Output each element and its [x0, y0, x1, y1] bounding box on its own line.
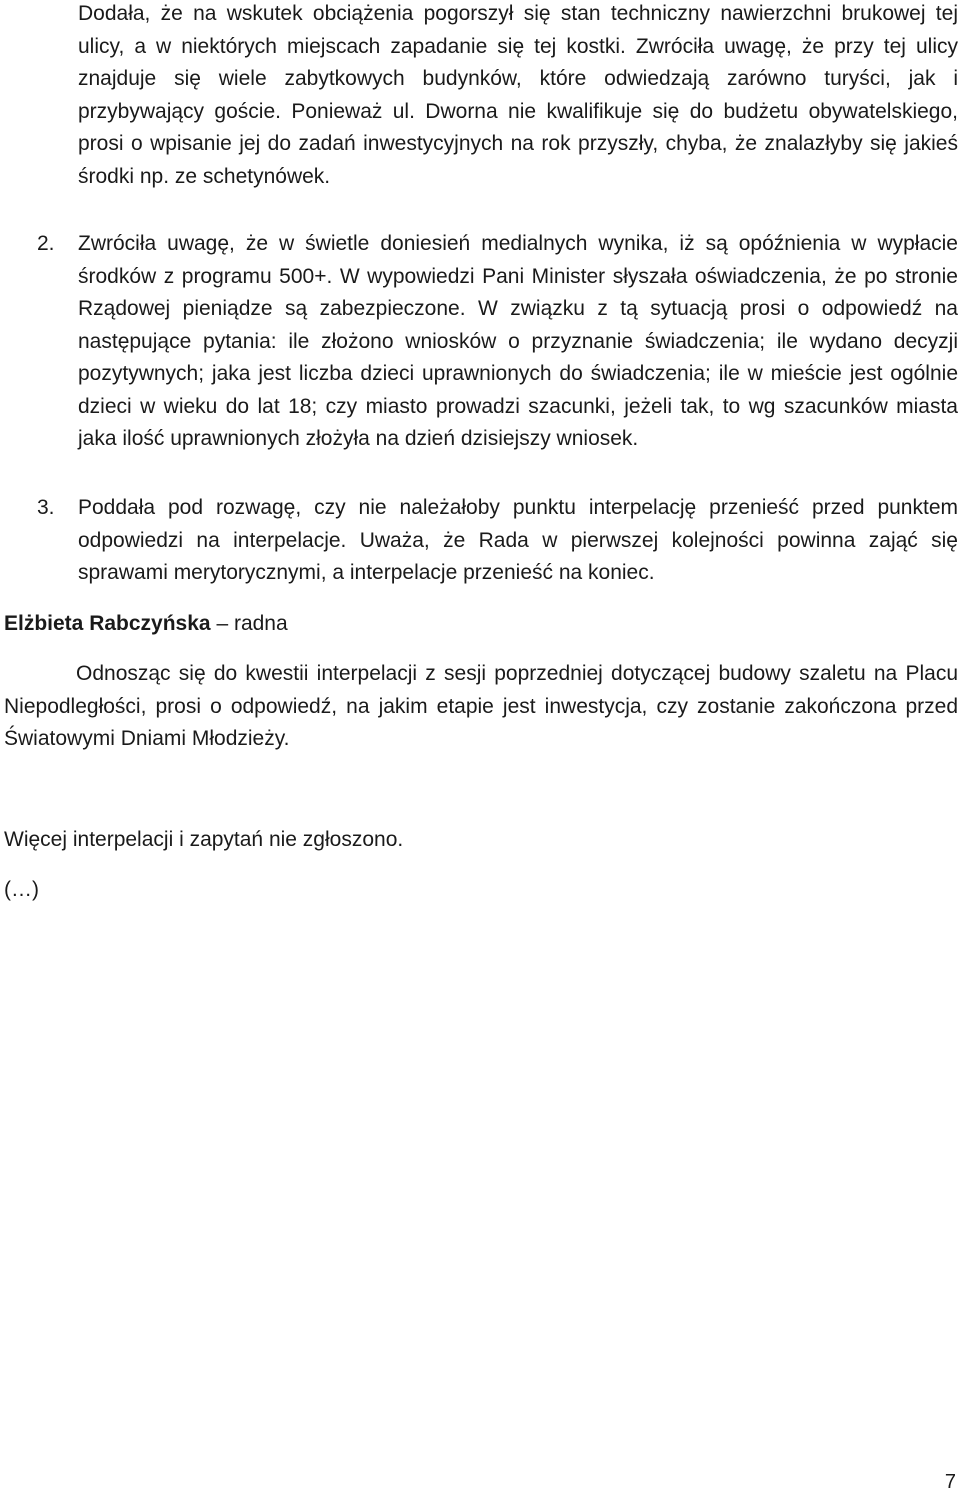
- closing-line: Więcej interpelacji i zapytań nie zgłoszono.: [4, 828, 404, 851]
- page-number: 7: [944, 1471, 956, 1493]
- list-item-number: 3.: [37, 496, 55, 519]
- speaker-heading: [4, 608, 288, 641]
- ellipsis: (…): [4, 878, 39, 901]
- speaker-role: – radna: [216, 612, 288, 635]
- list-item-number: 2.: [37, 232, 55, 255]
- speaker-name: Elżbieta Rabczyńska: [4, 612, 211, 635]
- item-1-continuation: Dodała, że na wskutek obciążenia pogorszył się stan techniczny nawierzchni brukowej tej ulicy, a w niektórych miejscach zapadanie się tej kostki. Zwróciła uwagę, że przy tej ulicy znajduje się wiele zabytkowych budynków, które odwiedzają zarówno turyści, jak i przybywający goście. Ponieważ ul. Dworna nie kwalifikuje się do budżetu obywatelskiego, prosi o wpisanie jej do zadań inwestycyjnych na rok przyszły, chyba, że znalazłyby się jakieś środki np. ze schetynówek.: [78, 2, 958, 188]
- list-item-text: Poddała pod rozwagę, czy nie należałoby punktu interpelację przenieść przed punktem odpowiedzi na interpelacje. Uważa, że Rada w pierwszej kolejności powinna zająć się sprawami merytorycznymi, a interpelacje przenieść na koniec.: [78, 496, 958, 584]
- list-item-text: Zwróciła uwagę, że w świetle doniesień medialnych wynika, iż są opóźnienia w wypłacie środków z programu 500+. W wypowiedzi Pani Minister słyszała oświadczenia, że po stronie Rządowej pieniądze są zabezpieczone. W związku z tą sytuacją prosi o odpowiedź na następujące pytania: ile złożono wniosków o przyznanie świadczenia; ile wydano decyzji pozytywnych; jaka jest liczba dzieci uprawnionych do świadczenia; ile w mieście jest ogólnie dzieci w wieku do lat 18; czy miasto prowadzi szacunki, jeżeli tak, to wg szacunków miasta jaka ilość uprawnionych złożyła na dzień dzisiejszy wniosek.: [78, 232, 958, 450]
- speaker-paragraph: Odnosząc się do kwestii interpelacji z sesji poprzedniej dotyczącej budowy szaletu na Placu Niepodległości, prosi o odpowiedź, na jakim etapie jest inwestycja, czy zostanie zakończona przed Światowymi Dniami Młodzieży.: [4, 662, 958, 750]
